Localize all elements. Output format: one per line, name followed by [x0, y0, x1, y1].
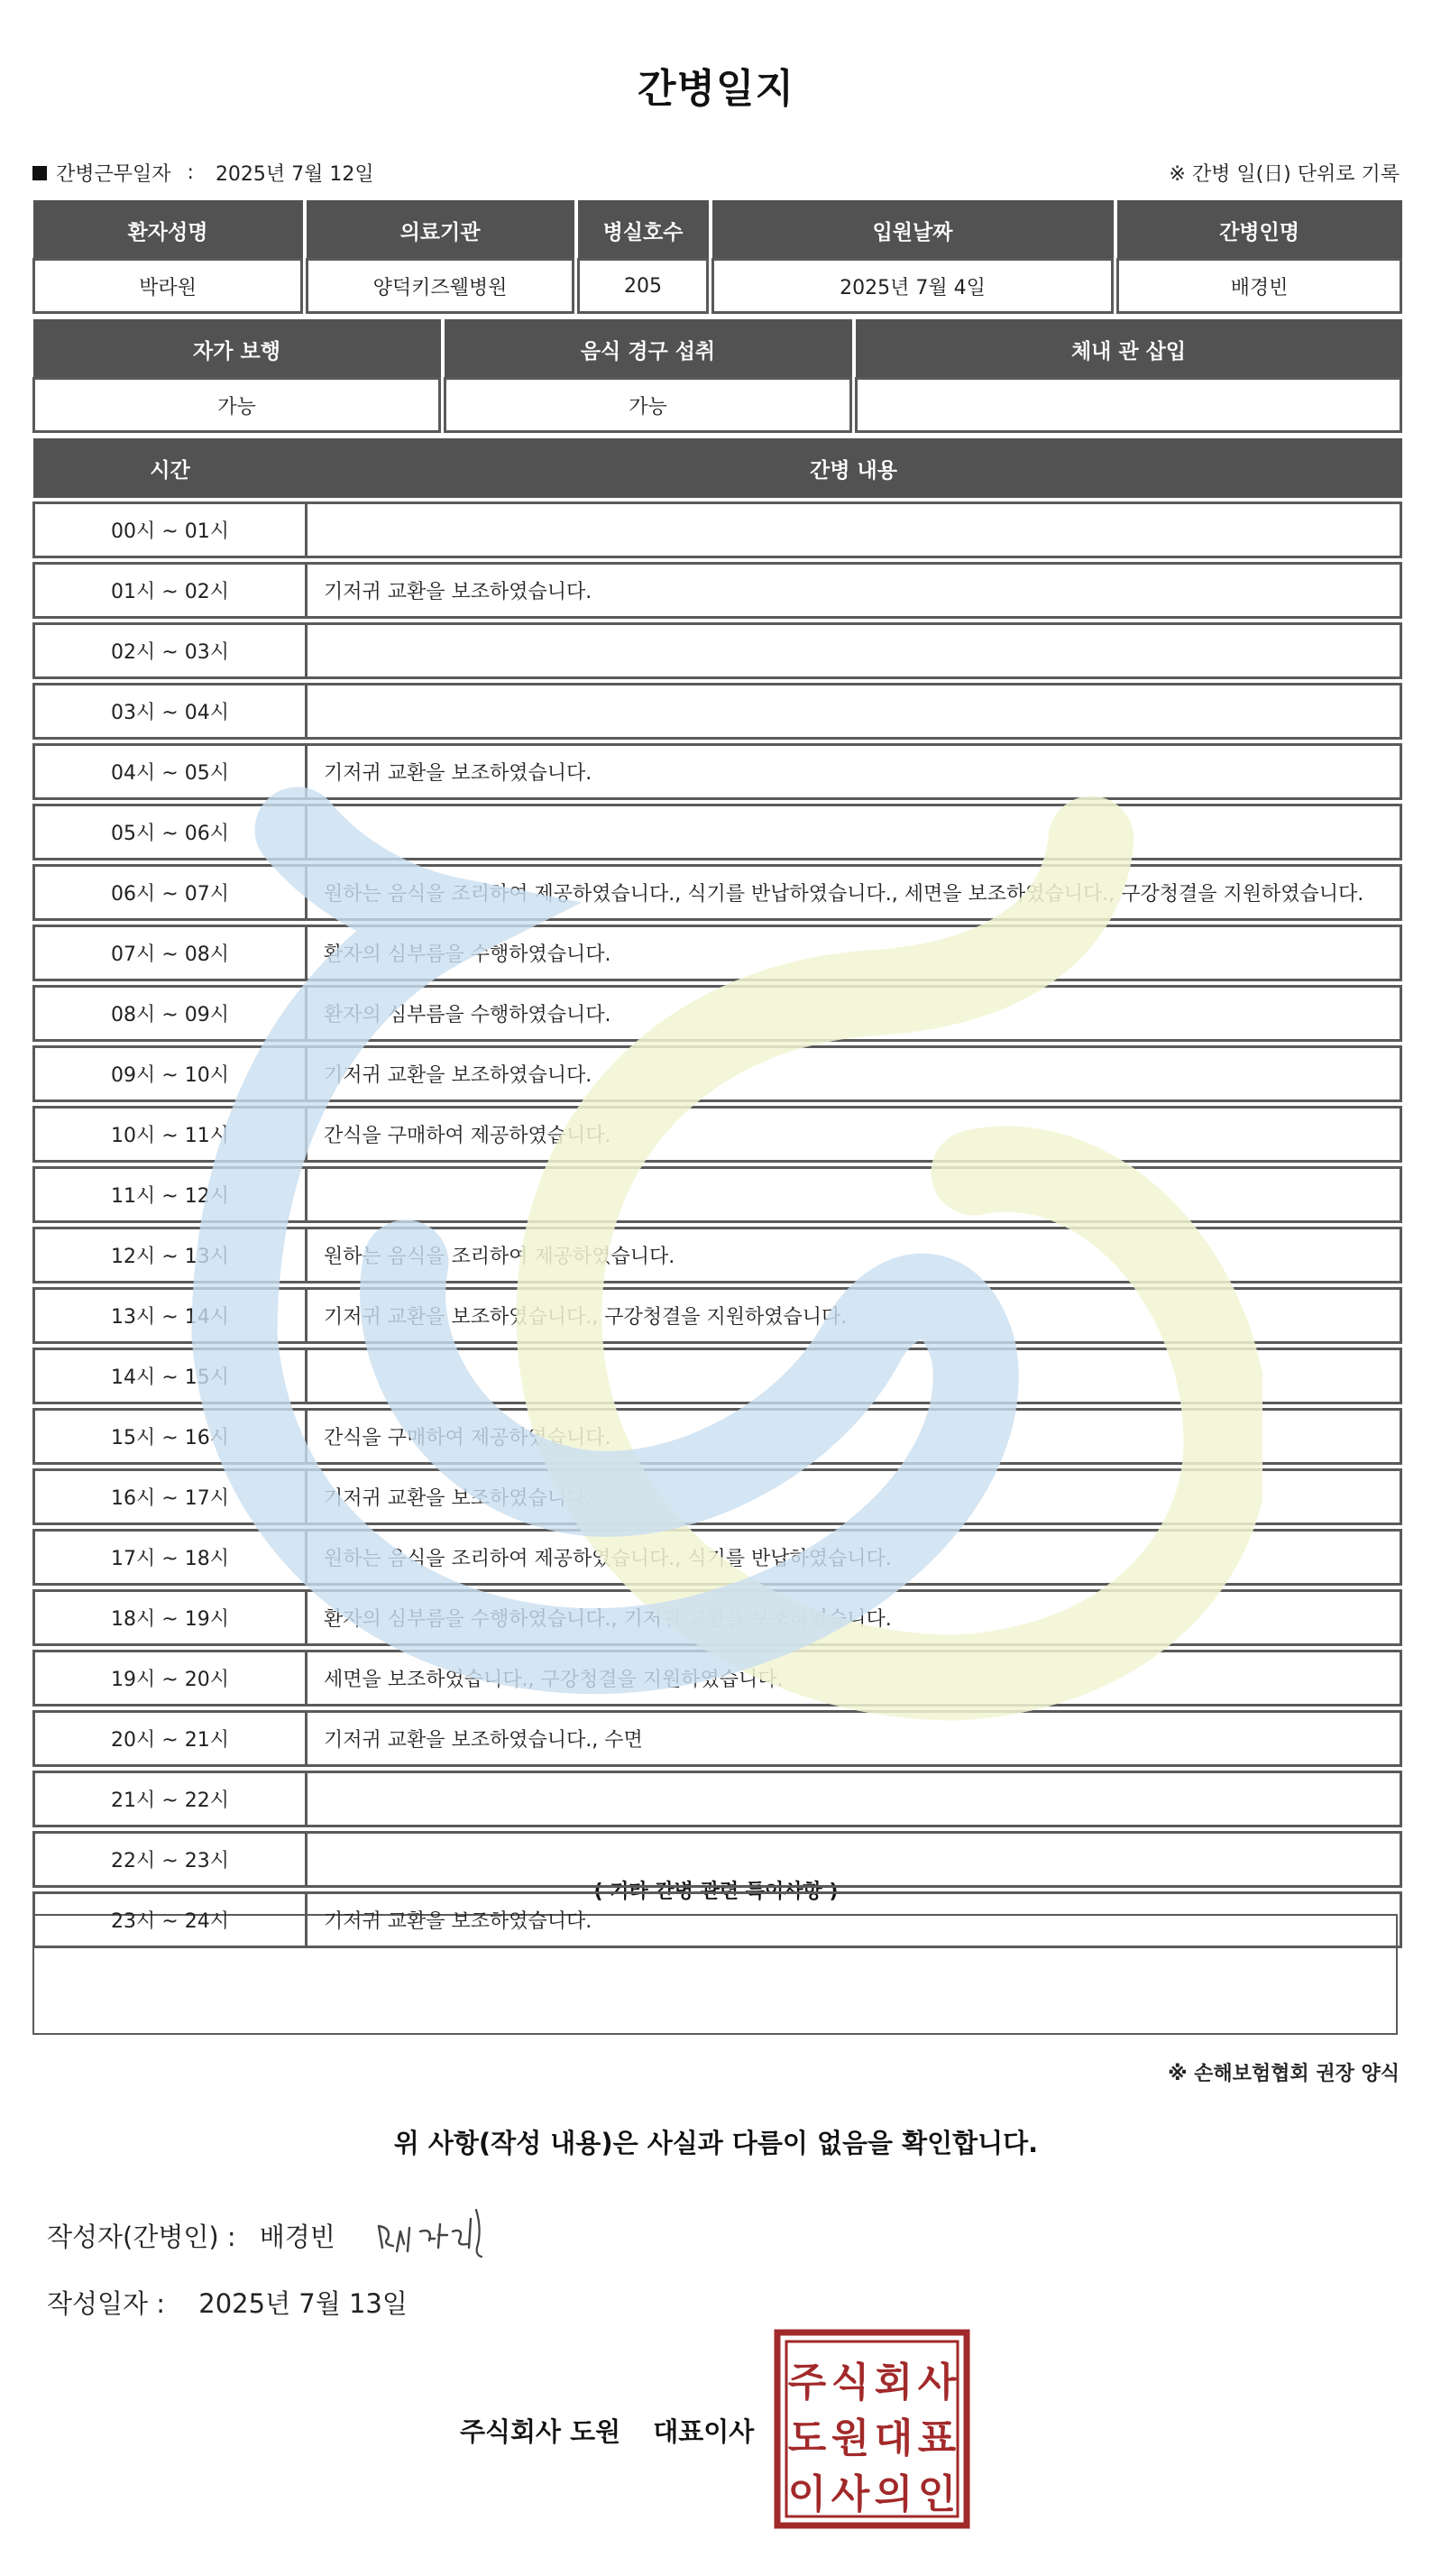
- company-name: 주식회사 도원: [460, 2416, 621, 2447]
- seal-character: 의: [874, 2471, 913, 2517]
- header-time: 시간: [34, 439, 307, 497]
- log-row: [34, 624, 1401, 678]
- seal-character: 도: [787, 2415, 827, 2461]
- log-content: 기저귀 교환을 보조하였습니다.: [307, 1470, 1401, 1524]
- company-title: 대표이사: [653, 2416, 755, 2447]
- log-content: 환자의 심부름을 수행하였습니다.: [307, 926, 1401, 980]
- writer-label: 작성자(간병인) :: [47, 2222, 236, 2252]
- log-content: 환자의 심부름을 수행하였습니다.: [307, 987, 1401, 1041]
- log-row: [34, 1893, 1401, 1947]
- log-row: [34, 1168, 1401, 1222]
- log-time: 16시 ~ 17시: [34, 1470, 307, 1524]
- log-time: 17시 ~ 18시: [34, 1531, 307, 1585]
- log-content: 세면을 보조하였습니다., 구강청결을 지원하였습니다.: [307, 1651, 1401, 1706]
- header-self-walking: 자가 보행: [34, 320, 440, 379]
- seal-character: 식: [831, 2360, 870, 2406]
- log-time: 04시 ~ 05시: [34, 745, 307, 799]
- log-content: [307, 503, 1401, 557]
- log-content: 기저귀 교환을 보조하였습니다.: [307, 745, 1401, 799]
- log-row: [34, 1047, 1401, 1101]
- seal-icon: [774, 2329, 970, 2529]
- header-tube-insertion: 체내 관 삽입: [857, 320, 1401, 379]
- caregiver-name: 배경빈: [1118, 260, 1401, 313]
- log-content: 원하는 음식을 조리하여 제공하였습니다., 식기를 반납하였습니다.: [307, 1531, 1401, 1585]
- log-row: [34, 503, 1401, 557]
- log-row: [34, 1651, 1401, 1706]
- oral-intake-value: 가능: [445, 379, 851, 432]
- seal-character: 대: [874, 2415, 913, 2461]
- header-caregiver-name: 간병인명: [1118, 201, 1401, 260]
- writer-line: [47, 2217, 335, 2254]
- seal-character: 이: [787, 2471, 827, 2517]
- room-number: 205: [579, 260, 708, 313]
- writer-name: 배경빈: [259, 2222, 335, 2252]
- company-seal-stamp: [774, 2329, 970, 2529]
- log-row: [34, 926, 1401, 980]
- log-time: 19시 ~ 20시: [34, 1651, 307, 1706]
- log-time: 11시 ~ 12시: [34, 1168, 307, 1222]
- log-row: [34, 1108, 1401, 1162]
- log-content: [307, 1349, 1401, 1403]
- status-header-row: [34, 320, 1401, 379]
- patient-name: 박라원: [34, 260, 302, 313]
- patient-status-table: [32, 319, 1402, 433]
- page-title: 간병일지: [637, 66, 794, 112]
- log-content: [307, 1833, 1401, 1887]
- log-time: 03시 ~ 04시: [34, 685, 307, 739]
- seal-character: 표: [917, 2415, 957, 2461]
- square-bullet-icon: [32, 166, 47, 180]
- log-content: [307, 685, 1401, 739]
- header-patient-name: 환자성명: [34, 201, 302, 260]
- log-row: [34, 1531, 1401, 1585]
- log-content: 간식을 구매하여 제공하였습니다.: [307, 1108, 1401, 1162]
- log-time: 21시 ~ 22시: [34, 1772, 307, 1826]
- seal-character: 인: [917, 2471, 957, 2517]
- recommended-form-note: ※ 손해보험협회 권장 양식: [1168, 2063, 1400, 2085]
- log-content: 기저귀 교환을 보조하였습니다., 구강청결을 지원하였습니다.: [307, 1289, 1401, 1343]
- patient-info-header-row: [34, 201, 1401, 260]
- tube-insertion-value: [857, 379, 1401, 432]
- log-content: [307, 1168, 1401, 1222]
- log-row: [34, 1772, 1401, 1826]
- special-notes-label: ( 기타 간병 관련 특이사항 ): [593, 1881, 839, 1903]
- log-row: [34, 987, 1401, 1041]
- written-date-value: 2025년 7월 13일: [198, 2288, 408, 2319]
- log-time: 12시 ~ 13시: [34, 1228, 307, 1283]
- header-hospital: 의료기관: [308, 201, 574, 260]
- record-unit-note: ※ 간병 일(日) 단위로 기록: [1169, 163, 1400, 186]
- log-time: 20시 ~ 21시: [34, 1712, 307, 1766]
- log-time: 08시 ~ 09시: [34, 987, 307, 1041]
- work-date-line: [32, 159, 374, 187]
- log-time: 14시 ~ 15시: [34, 1349, 307, 1403]
- log-content: 기저귀 교환을 보조하였습니다.: [307, 1893, 1401, 1947]
- log-body: [34, 497, 1401, 1947]
- log-time: 18시 ~ 19시: [34, 1591, 307, 1645]
- header-room-number: 병실호수: [579, 201, 708, 260]
- handwritten-signature: [370, 2192, 532, 2264]
- seal-character: 사: [831, 2471, 870, 2517]
- log-row: [34, 1470, 1401, 1524]
- log-time: 13시 ~ 14시: [34, 1289, 307, 1343]
- hospital-name: 양덕키즈웰병원: [308, 260, 574, 313]
- confirmation-statement: 위 사항(작성 내용)은 사실과 다름이 없음을 확인합니다.: [393, 2128, 1039, 2158]
- log-content: 환자의 심부름을 수행하였습니다., 기저귀 교환을 보조하였습니다.: [307, 1591, 1401, 1645]
- log-row: [34, 564, 1401, 618]
- log-content: 기저귀 교환을 보조하였습니다., 수면: [307, 1712, 1401, 1766]
- log-time: 05시 ~ 06시: [34, 805, 307, 860]
- log-row: [34, 866, 1401, 920]
- log-row: [34, 805, 1401, 860]
- work-date-value: 2025년 7월 12일: [215, 163, 374, 186]
- patient-info-value-row: [34, 260, 1401, 313]
- log-content: 간식을 구매하여 제공하였습니다.: [307, 1410, 1401, 1464]
- log-time: 23시 ~ 24시: [34, 1893, 307, 1947]
- log-time: 15시 ~ 16시: [34, 1410, 307, 1464]
- log-row: [34, 1410, 1401, 1464]
- company-line: [460, 2412, 754, 2449]
- log-time: 06시 ~ 07시: [34, 866, 307, 920]
- log-row: [34, 685, 1401, 739]
- log-time: 01시 ~ 02시: [34, 564, 307, 618]
- hourly-care-log-table: [32, 438, 1402, 1948]
- log-header-row: [34, 439, 1401, 497]
- log-content: 기저귀 교환을 보조하였습니다.: [307, 1047, 1401, 1101]
- work-date-colon: :: [187, 161, 194, 184]
- admission-date: 2025년 7월 4일: [713, 260, 1113, 313]
- log-content: [307, 1772, 1401, 1826]
- log-time: 02시 ~ 03시: [34, 624, 307, 678]
- log-time: 10시 ~ 11시: [34, 1108, 307, 1162]
- log-row: [34, 1712, 1401, 1766]
- log-content: [307, 805, 1401, 860]
- seal-character: 원: [831, 2415, 870, 2461]
- work-date-label: 간병근무일자: [56, 163, 171, 186]
- header-oral-intake: 음식 경구 섭취: [445, 320, 851, 379]
- log-row: [34, 1833, 1401, 1887]
- log-time: 00시 ~ 01시: [34, 503, 307, 557]
- header-admission-date: 입원날짜: [713, 201, 1113, 260]
- self-walking-value: 가능: [34, 379, 440, 432]
- log-time: 07시 ~ 08시: [34, 926, 307, 980]
- seal-character: 주: [787, 2360, 827, 2406]
- header-care-content: 간병 내용: [307, 439, 1401, 497]
- log-row: [34, 1289, 1401, 1343]
- log-row: [34, 1591, 1401, 1645]
- log-time: 09시 ~ 10시: [34, 1047, 307, 1101]
- log-content: 원하는 음식을 조리하여 제공하였습니다., 식기를 반납하였습니다., 세면을 보조하였습니다., 구강청결을 지원하였습니다.: [307, 866, 1401, 920]
- status-value-row: [34, 379, 1401, 432]
- log-row: [34, 745, 1401, 799]
- log-content: 원하는 음식을 조리하여 제공하였습니다.: [307, 1228, 1401, 1283]
- written-date-label: 작성일자 :: [47, 2288, 166, 2319]
- patient-info-table: [32, 200, 1402, 314]
- log-content: 기저귀 교환을 보조하였습니다.: [307, 564, 1401, 618]
- log-row: [34, 1349, 1401, 1403]
- log-content: [307, 624, 1401, 678]
- seal-character: 사: [917, 2360, 957, 2406]
- log-row: [34, 1228, 1401, 1283]
- seal-character: 회: [874, 2360, 913, 2406]
- log-time: 22시 ~ 23시: [34, 1833, 307, 1887]
- written-date-line: [47, 2284, 408, 2321]
